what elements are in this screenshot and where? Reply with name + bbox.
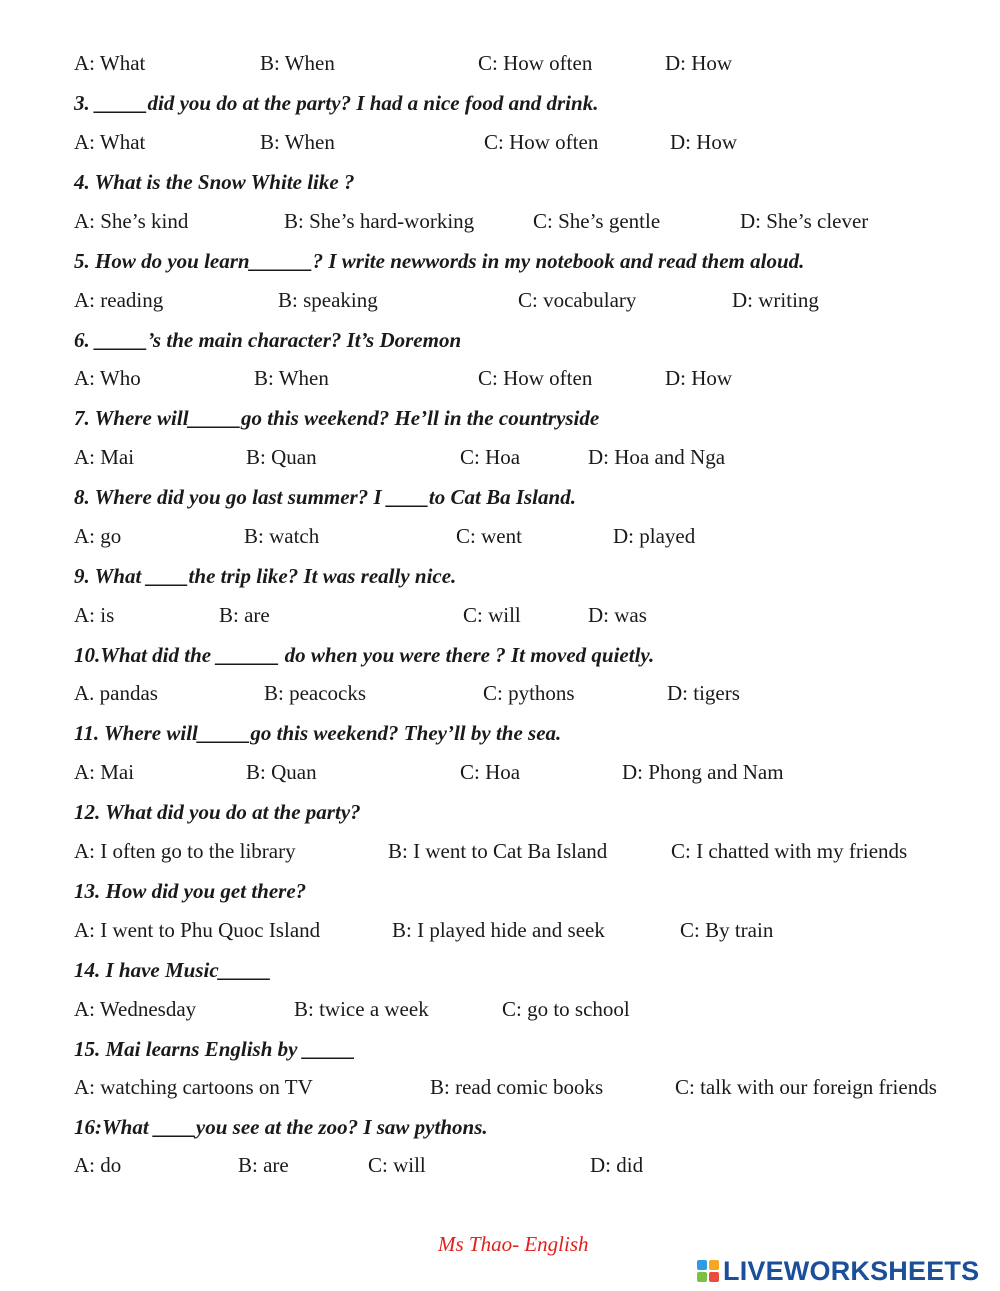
- answer-option-c[interactable]: C: By train: [680, 918, 774, 942]
- answer-option-a[interactable]: A: Mai: [74, 760, 135, 784]
- answer-option-c[interactable]: C: Hoa: [460, 760, 521, 784]
- liveworksheets-logo: [697, 1256, 979, 1286]
- answer-option-c[interactable]: C: pythons: [483, 681, 575, 705]
- answer-option-b[interactable]: B: I went to Cat Ba Island: [388, 839, 608, 863]
- answer-option-c[interactable]: C: How often: [484, 130, 599, 154]
- answer-option-a[interactable]: A. pandas: [74, 681, 158, 705]
- answer-option-d[interactable]: D: played: [613, 524, 696, 548]
- answer-option-a[interactable]: A: What: [74, 130, 146, 154]
- answer-option-b[interactable]: B: are: [238, 1153, 289, 1177]
- question-text: 3. _____did you do at the party? I had a nice food and drink.: [74, 91, 599, 115]
- answer-option-a[interactable]: A: Who: [74, 366, 141, 390]
- answer-option-c[interactable]: C: She’s gentle: [533, 209, 661, 233]
- question-text: 15. Mai learns English by _____: [74, 1037, 356, 1061]
- question-text: 12. What did you do at the party?: [74, 800, 361, 824]
- question-text: 13. How did you get there?: [74, 879, 307, 903]
- question-text: 6. _____’s the main character? It’s Doremon: [74, 328, 462, 352]
- answer-option-d[interactable]: D: How: [665, 51, 733, 75]
- answer-option-d[interactable]: D: Hoa and Nga: [588, 445, 726, 469]
- answer-option-a[interactable]: A: go: [74, 524, 122, 548]
- logo-text: LIVEWORKSHEETS: [723, 1255, 980, 1286]
- answer-option-b[interactable]: B: When: [254, 366, 329, 390]
- answer-option-a[interactable]: A: What: [74, 51, 146, 75]
- answer-option-a[interactable]: A: Wednesday: [74, 997, 197, 1021]
- question-text: 5. How do you learn______? I write newwords in my notebook and read them aloud.: [74, 249, 805, 273]
- answer-option-d[interactable]: D: How: [665, 366, 733, 390]
- answer-option-c[interactable]: C: I chatted with my friends: [671, 839, 908, 863]
- answer-option-c[interactable]: C: will: [463, 603, 521, 627]
- logo-icon: [697, 1260, 719, 1282]
- answer-option-a[interactable]: A: I often go to the library: [74, 839, 296, 863]
- answer-option-d[interactable]: D: How: [670, 130, 738, 154]
- answer-option-c[interactable]: C: will: [368, 1153, 426, 1177]
- question-text: 4. What is the Snow White like ?: [74, 170, 355, 194]
- answer-option-b[interactable]: B: When: [260, 51, 335, 75]
- answer-option-a[interactable]: A: Mai: [74, 445, 135, 469]
- answer-option-b[interactable]: B: When: [260, 130, 335, 154]
- answer-option-c[interactable]: C: talk with our foreign friends: [675, 1075, 937, 1099]
- question-text: 7. Where will_____go this weekend? He’ll in the countryside: [74, 406, 600, 430]
- answer-option-b[interactable]: B: read comic books: [430, 1075, 604, 1099]
- answer-option-b[interactable]: B: speaking: [278, 288, 378, 312]
- answer-option-b[interactable]: B: She’s hard-working: [284, 209, 475, 233]
- answer-option-a[interactable]: A: do: [74, 1153, 122, 1177]
- question-text: 14. I have Music_____: [74, 958, 272, 982]
- answer-option-a[interactable]: A: reading: [74, 288, 164, 312]
- answer-option-a[interactable]: A: I went to Phu Quoc Island: [74, 918, 321, 942]
- answer-option-b[interactable]: B: Quan: [246, 445, 317, 469]
- answer-option-d[interactable]: D: was: [588, 603, 647, 627]
- answer-option-b[interactable]: B: peacocks: [264, 681, 367, 705]
- answer-option-d[interactable]: D: Phong and Nam: [622, 760, 784, 784]
- answer-option-c[interactable]: C: went: [456, 524, 522, 548]
- answer-option-c[interactable]: C: How often: [478, 366, 593, 390]
- answer-option-d[interactable]: D: did: [590, 1153, 644, 1177]
- answer-option-b[interactable]: B: Quan: [246, 760, 317, 784]
- answer-option-c[interactable]: C: How often: [478, 51, 593, 75]
- answer-option-a[interactable]: A: watching cartoons on TV: [74, 1075, 313, 1099]
- answer-option-a[interactable]: A: She’s kind: [74, 209, 189, 233]
- answer-option-a[interactable]: A: is: [74, 603, 115, 627]
- question-text: 11. Where will_____go this weekend? They’ll by the sea.: [74, 721, 562, 745]
- question-text: 8. Where did you go last summer? I ____to Cat Ba Island.: [74, 485, 576, 509]
- answer-option-d[interactable]: D: She’s clever: [740, 209, 869, 233]
- answer-option-c[interactable]: C: Hoa: [460, 445, 521, 469]
- answer-option-b[interactable]: B: are: [219, 603, 270, 627]
- question-text: 16:What ____you see at the zoo? I saw pythons.: [74, 1115, 488, 1139]
- answer-option-b[interactable]: B: watch: [244, 524, 320, 548]
- footer-author: Ms Thao- English: [438, 1232, 589, 1256]
- answer-option-b[interactable]: B: I played hide and seek: [392, 918, 605, 942]
- answer-option-d[interactable]: D: writing: [732, 288, 819, 312]
- answer-option-d[interactable]: D: tigers: [667, 681, 740, 705]
- answer-option-c[interactable]: C: go to school: [502, 997, 630, 1021]
- answer-option-c[interactable]: C: vocabulary: [518, 288, 637, 312]
- answer-option-b[interactable]: B: twice a week: [294, 997, 429, 1021]
- question-text: 10.What did the ______ do when you were there ? It moved quietly.: [74, 643, 655, 667]
- question-text: 9. What ____the trip like? It was really nice.: [74, 564, 457, 588]
